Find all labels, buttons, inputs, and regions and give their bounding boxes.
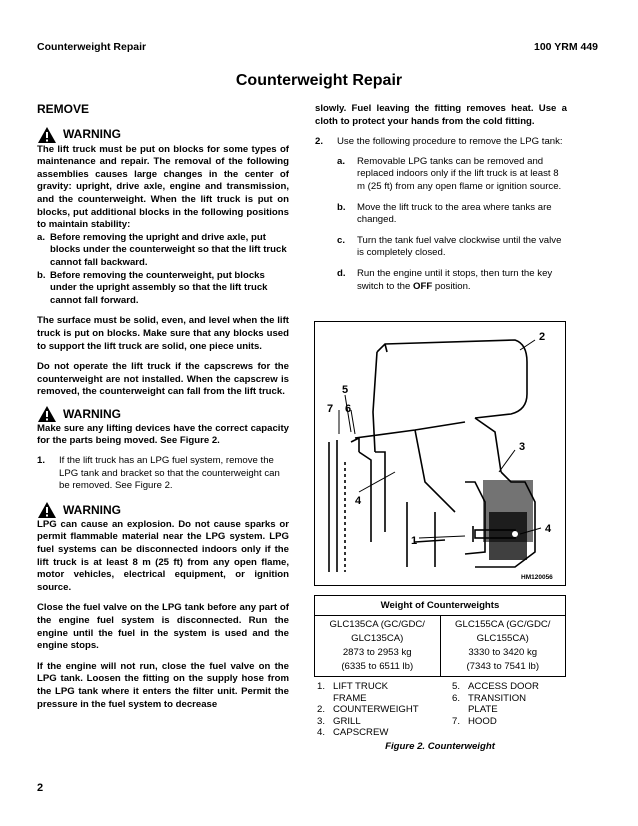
warning-item-a: a. Before removing the upright and drive axle, put blocks under the counterweight so that the lift truck cannot fall backward. <box>37 231 287 268</box>
callout-4-right: 4 <box>545 523 552 535</box>
figure-caption: Figure 2. Counterweight <box>385 741 495 752</box>
weight-table-title: Weight of Counterweights <box>315 596 566 616</box>
callout-4-left: 4 <box>355 495 362 507</box>
section-heading: REMOVE <box>37 102 90 116</box>
warning-heading-1 <box>37 126 289 144</box>
weight-cell-glc135: GLC135CA (GC/GDC/ GLC135CA) 2873 to 2953 kg (6335 to 6511 lb) <box>315 616 441 677</box>
paragraph-capscrews: Do not operate the lift truck if the capscrews for the counterweight are not installed. When the capscrew is removed, the counterweight can fall from the lift truck. <box>37 361 289 398</box>
right-column <box>315 103 567 293</box>
legend-right <box>452 681 566 727</box>
warning-item-b: b. Before removing the counterweight, put blocks under the upright assembly so that the lift truck cannot fall forward. <box>37 269 268 306</box>
figure-frame <box>314 321 566 586</box>
page-title: Counterweight Repair <box>235 72 403 89</box>
warning-icon <box>37 501 57 519</box>
callout-2: 2 <box>539 331 546 343</box>
paragraph-surface: The surface must be solid, even, and level when the lift truck is put on blocks. Make sure that any blocks used to support the lift truck are solid, one piece units. <box>37 315 289 352</box>
weight-cell-glc155: GLC155CA (GC/GDC/ GLC155CA) 3330 to 3420 kg (7343 to 7541 lb) <box>440 616 566 677</box>
legend-item: 7. HOOD <box>452 715 497 727</box>
paragraph-continued: slowly. Fuel leaving the fitting removes heat. Use a cloth to protect your hands from the cold fitting. <box>315 103 567 127</box>
callout-1: 1 <box>411 535 418 547</box>
callout-3: 3 <box>519 441 526 453</box>
step-1: 1. If the lift truck has an LPG fuel system, remove the LPG tank and bracket so that the counterweight can be removed. See Figure 2. <box>37 455 280 492</box>
running-header-left: Counterweight Repair <box>37 41 147 53</box>
legend-item: 4. CAPSCREW <box>317 727 389 738</box>
warning-heading-2 <box>37 405 289 423</box>
legend-item: 5. ACCESS DOOR <box>452 681 539 692</box>
legend-left <box>317 681 447 739</box>
substep-b: b. Move the lift truck to the area where tanks are changed. <box>337 201 552 226</box>
legend-item: PLATE <box>468 704 498 715</box>
legend-item: 3. GRILL <box>317 715 361 727</box>
weight-table <box>314 595 566 677</box>
legend-item: FRAME <box>333 692 367 704</box>
callout-6: 6 <box>345 403 352 415</box>
warning-text-1: The lift truck must be put on blocks for some types of maintenance and repair. The removal of the following assemblies causes large changes in the center of gravity: upright, drive axle, engine and transmission, and the counterweight. When the lift truck is put on blocks, put additional blocks in the following positions to maintain stability: <box>37 143 289 231</box>
counterweight-illustration <box>315 322 565 585</box>
warning-icon <box>37 126 57 144</box>
legend-item: 1. LIFT TRUCK <box>317 681 389 692</box>
figure-code: HM120056 <box>521 574 553 581</box>
substep-c: c. Turn the tank fuel valve clockwise until the valve is completely closed. <box>337 234 562 259</box>
step-2: 2. Use the following procedure to remove the LPG tank: <box>315 136 563 148</box>
warning-label: WARNING <box>63 502 121 517</box>
warning-label: WARNING <box>63 127 121 142</box>
warning-icon <box>37 405 57 423</box>
left-column <box>37 103 289 711</box>
running-header-right: 100 YRM 449 <box>533 41 598 53</box>
page-number: 2 <box>37 782 44 794</box>
legend-item: 2. COUNTERWEIGHT <box>317 704 419 715</box>
warning-heading-3 <box>37 501 289 519</box>
callout-5: 5 <box>342 384 349 396</box>
warning-text-3: LPG can cause an explosion. Do not cause sparks or permit flammable material near the LPG system. LPG fuel systems can be disconnected indoors only if the lift truck is at least 8 m (25 ft) from any open flame, motor vehicles, electrical equipment, or ignition source. <box>37 518 289 593</box>
callout-7: 7 <box>327 403 334 415</box>
paragraph-fuel-valve: Close the fuel valve on the LPG tank before any part of the engine fuel system is disconnected. Run the engine until the fuel in the system is used and the engine stops. <box>37 602 289 652</box>
substep-d: d. Run the engine until it stops, then turn the key switch to the OFF position. <box>337 267 553 292</box>
warning-label: WARNING <box>63 406 121 421</box>
substep-a: a. Removable LPG tanks can be removed and replaced indoors only if the lift truck is at least 8 m (25 ft) from any open flame or ignition source. <box>337 155 562 192</box>
warning-text-2: Make sure any lifting devices have the correct capacity for the parts being moved. See Figure 2. <box>37 422 289 447</box>
paragraph-engine-wont-run: If the engine will not run, close the fuel valve on the LPG tank. Loosen the fitting on the supply hose from the LPG tank where it enters the filter unit. Permit the pressure in the fuel system to decrease <box>37 660 289 710</box>
legend-item: 6. TRANSITION <box>452 692 527 704</box>
